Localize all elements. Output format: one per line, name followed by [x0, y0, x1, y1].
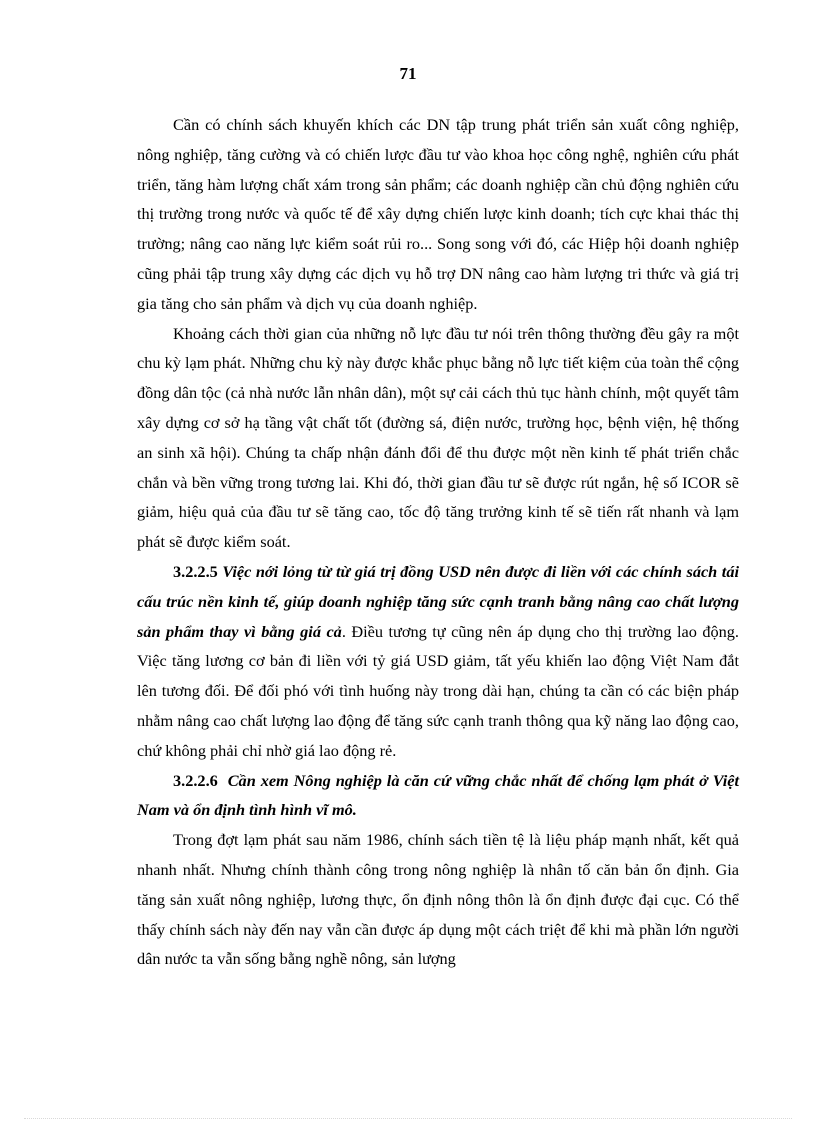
section-body: . Điều tương tự cũng nên áp dụng cho thị trường lao động. Việc tăng lương cơ bản đi liền với tỷ giá USD giảm, tất yếu khiến lao động Việt Nam đắt lên tương đối. Để đối phó với tình huống này trong dài hạn, chúng ta cần có các biện pháp nhằm nâng cao chất lượng lao động để tăng sức cạnh tranh thông qua kỹ năng lao động cao, chứ không phải chỉ nhờ giá lao động rẻ. — [137, 621, 739, 760]
paragraph-1: Cần có chính sách khuyến khích các DN tập trung phát triển sản xuất công nghiệp, nông nghiệp, tăng cường và có chiến lược đầu tư vào khoa học công nghệ, nghiên cứu phát triển, tăng hàm lượng chất xám trong sản phẩm; các doanh nghiệp cần chủ động nghiên cứu thị trường trong nước và quốc tế để xây dựng chiến lược kinh doanh; tích cực khai thác thị trường; nâng cao năng lực kiểm soát rủi ro... Song song với đó, các Hiệp hội doanh nghiệp cũng phải tập trung xây dựng các dịch vụ hỗ trợ DN nâng cao hàm lượng tri thức và giá trị gia tăng cho sản phẩm và dịch vụ của doanh nghiệp. — [137, 115, 739, 313]
section-title: Cần xem Nông nghiệp là căn cứ vững chắc nhất để chống lạm phát ở Việt Nam và ổn định tình hình vĩ mô. — [137, 770, 740, 820]
paragraph-2: Khoảng cách thời gian của những nỗ lực đầu tư nói trên thông thường đều gây ra một chu kỳ lạm phát. Những chu kỳ này được khắc phục bằng nỗ lực tiết kiệm của toàn thể cộng đồng dân tộc (cả nhà nước lẫn nhân dân), một sự cải cách thủ tục hành chính, một quyết tâm xây dựng cơ sở hạ tầng vật chất tốt (đường sá, điện nước, trường học, bệnh viện, hệ thống an sinh xã hội). Chúng ta chấp nhận đánh đổi để thu được một nền kinh tế phát triển chắc chắn và bền vững trong tương lai. Khi đó, thời gian đầu tư sẽ được rút ngắn, hệ số ICOR sẽ giảm, hiệu quả của đầu tư sẽ tăng cao, tốc độ tăng trưởng kinh tế sẽ tiến rất nhanh và lạm phát sẽ được kiểm soát. — [137, 323, 739, 552]
section-3-2-2-5 — [137, 557, 739, 766]
section-number: 3.2.2.5 — [173, 561, 218, 581]
section-number: 3.2.2.6 — [173, 770, 218, 790]
document-body — [137, 110, 739, 974]
section-title: Việc nới lỏng từ từ giá trị đồng USD nên được đi liền với các chính sách tái cấu trúc nền kinh tế, giúp doanh nghiệp tăng sức cạnh tranh bằng nâng cao chất lượng sản phẩm thay vì bằng giá cả — [137, 561, 739, 641]
section-3-2-2-6 — [137, 766, 739, 826]
page-number: 71 — [399, 64, 417, 83]
paragraph-3: Trong đợt lạm phát sau năm 1986, chính sách tiền tệ là liệu pháp mạnh nhất, kết quả nhanh nhất. Nhưng chính thành công trong nông nghiệp là nhân tố căn bản ổn định. Gia tăng sản xuất nông nghiệp, lương thực, ổn định nông thôn là ổn định được đại cục. Có thể thấy chính sách này đến nay vẫn cần được áp dụng một cách triệt để khi mà phần lớn người dân nước ta vẫn sống bằng nghề nông, sản lượng — [137, 830, 739, 969]
page-bottom-rule — [24, 1118, 792, 1119]
